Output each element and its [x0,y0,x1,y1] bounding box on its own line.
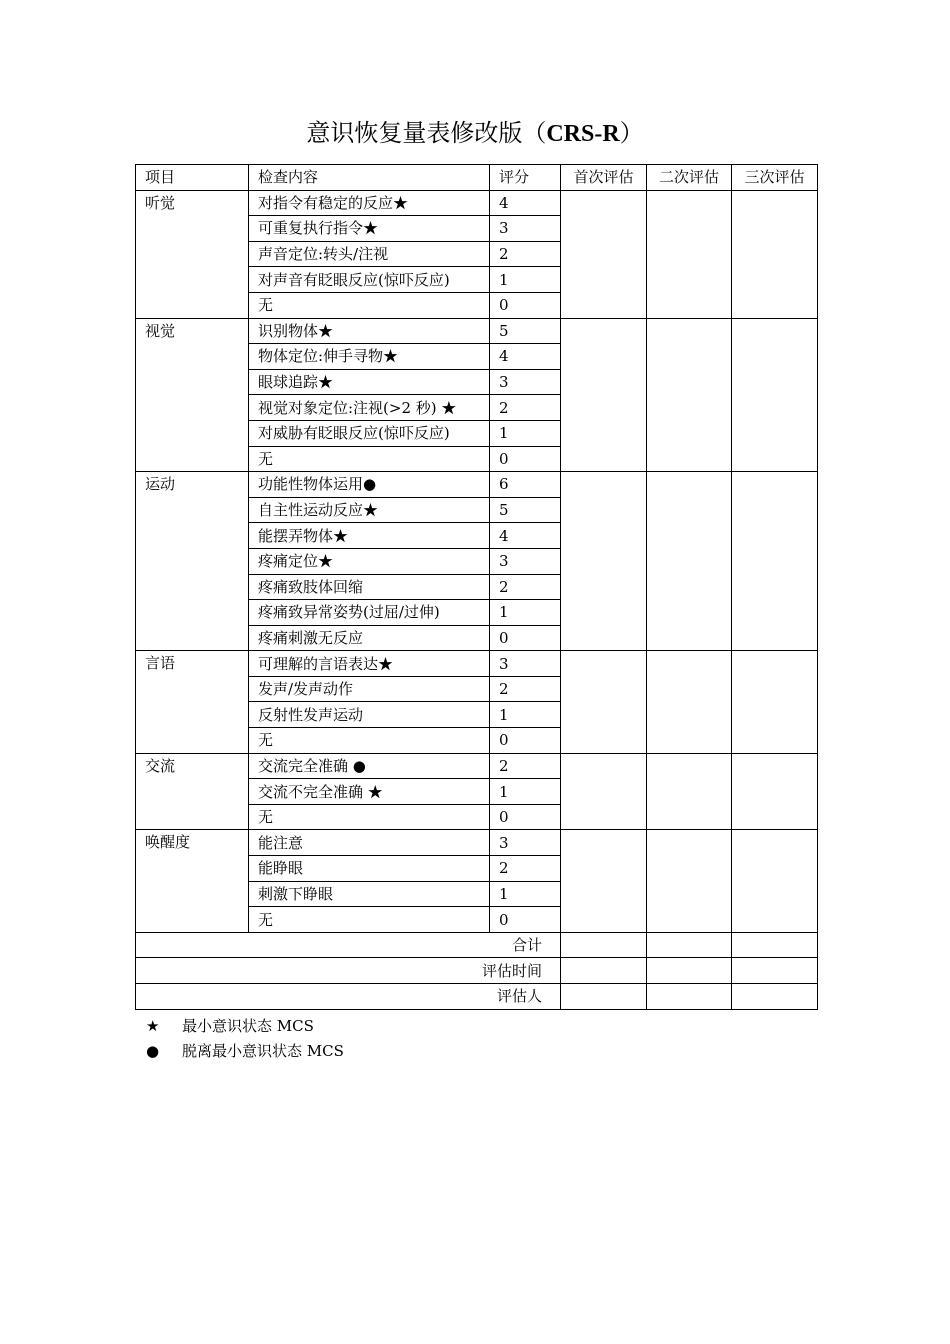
score-cell: 2 [490,395,561,421]
content-cell: 发声/发声动作 [249,676,490,702]
content-cell: 视觉对象定位:注视(>2 秒) ★ [249,395,490,421]
header-item: 项目 [136,165,249,191]
content-cell: 对指令有稳定的反应★ [249,190,490,216]
second-eval-cell[interactable] [647,830,732,932]
content-cell: 物体定位:伸手寻物★ [249,344,490,370]
content-cell: 可理解的言语表达★ [249,651,490,677]
time-label: 评估时间 [136,958,561,984]
first-eval-cell[interactable] [561,651,647,753]
category-cell: 运动 [136,472,249,651]
score-cell: 1 [490,267,561,293]
total-label: 合计 [136,932,561,958]
title-close: ） [619,119,644,147]
category-cell: 听觉 [136,190,249,318]
score-cell: 2 [490,574,561,600]
score-cell: 3 [490,830,561,856]
content-cell: 无 [249,804,490,830]
time-second-eval-cell[interactable] [647,958,732,984]
content-cell: 声音定位:转头/注视 [249,241,490,267]
content-cell: 自主性运动反应★ [249,497,490,523]
content-cell: 疼痛定位★ [249,548,490,574]
content-cell: 无 [249,728,490,754]
category-cell: 唤醒度 [136,830,249,932]
third-eval-cell[interactable] [732,472,818,651]
table-row [136,318,818,344]
score-cell: 5 [490,497,561,523]
content-cell: 无 [249,907,490,933]
legend-circle-text: 脱离最小意识状态 MCS [182,1042,344,1060]
header-third-eval: 三次评估 [732,165,818,191]
content-cell: 眼球追踪★ [249,369,490,395]
score-cell: 0 [490,907,561,933]
second-eval-cell[interactable] [647,753,732,830]
table-row [136,190,818,216]
content-cell: 对声音有眨眼反应(惊吓反应) [249,267,490,293]
category-cell: 言语 [136,651,249,753]
third-eval-cell[interactable] [732,651,818,753]
second-eval-cell[interactable] [647,190,732,318]
score-cell: 3 [490,216,561,242]
table-row [136,472,818,498]
score-cell: 0 [490,446,561,472]
score-cell: 3 [490,548,561,574]
score-cell: 2 [490,753,561,779]
star-icon: ★ [146,1017,160,1035]
second-eval-cell[interactable] [647,472,732,651]
header-score: 评分 [490,165,561,191]
first-eval-cell[interactable] [561,472,647,651]
time-third-eval-cell[interactable] [732,958,818,984]
first-eval-cell[interactable] [561,753,647,830]
third-eval-cell[interactable] [732,830,818,932]
content-cell: 无 [249,446,490,472]
score-cell: 5 [490,318,561,344]
content-cell: 疼痛刺激无反应 [249,625,490,651]
score-cell: 2 [490,676,561,702]
content-cell: 疼痛致异常姿势(过屈/过伸) [249,600,490,626]
assessor-first-eval-cell[interactable] [561,984,647,1010]
legend-circle [146,1041,344,1061]
total-row [136,932,818,958]
assessor-second-eval-cell[interactable] [647,984,732,1010]
score-cell: 4 [490,190,561,216]
title-code: CRS-R [546,121,620,147]
second-eval-cell[interactable] [647,651,732,753]
third-eval-cell[interactable] [732,190,818,318]
content-cell: 对威胁有眨眼反应(惊吓反应) [249,420,490,446]
content-cell: 能注意 [249,830,490,856]
score-cell: 2 [490,856,561,882]
time-first-eval-cell[interactable] [561,958,647,984]
circle-icon: ● [146,1042,160,1060]
total-first-eval-cell[interactable] [561,932,647,958]
score-cell: 3 [490,369,561,395]
first-eval-cell[interactable] [561,318,647,472]
category-cell: 视觉 [136,318,249,472]
content-cell: 反射性发声运动 [249,702,490,728]
content-cell: 交流不完全准确 ★ [249,779,490,805]
crs-r-table [135,164,818,1010]
category-cell: 交流 [136,753,249,830]
content-cell: 疼痛致肢体回缩 [249,574,490,600]
content-cell: 能摆弄物体★ [249,523,490,549]
table-row [136,830,818,856]
total-third-eval-cell[interactable] [732,932,818,958]
legend-star [146,1016,314,1036]
third-eval-cell[interactable] [732,753,818,830]
score-cell: 6 [490,472,561,498]
total-second-eval-cell[interactable] [647,932,732,958]
score-cell: 0 [490,625,561,651]
header-second-eval: 二次评估 [647,165,732,191]
time-row [136,958,818,984]
content-cell: 可重复执行指令★ [249,216,490,242]
score-cell: 1 [490,881,561,907]
score-cell: 3 [490,651,561,677]
content-cell: 刺激下睁眼 [249,881,490,907]
second-eval-cell[interactable] [647,318,732,472]
assessor-row [136,984,818,1010]
score-cell: 1 [490,702,561,728]
score-cell: 1 [490,420,561,446]
content-cell: 功能性物体运用● [249,472,490,498]
header-content: 检查内容 [249,165,490,191]
content-cell: 识别物体★ [249,318,490,344]
content-cell: 能睁眼 [249,856,490,882]
score-cell: 1 [490,600,561,626]
table-row [136,753,818,779]
content-cell: 交流完全准确 ● [249,753,490,779]
table-body [136,190,818,932]
assessor-label: 评估人 [136,984,561,1010]
first-eval-cell[interactable] [561,190,647,318]
score-cell: 4 [490,344,561,370]
content-cell: 无 [249,292,490,318]
assessor-third-eval-cell[interactable] [732,984,818,1010]
title-text: 意识恢复量表修改版（ [306,119,547,147]
legend-star-text: 最小意识状态 MCS [182,1017,314,1035]
first-eval-cell[interactable] [561,830,647,932]
header-first-eval: 首次评估 [561,165,647,191]
score-cell: 0 [490,804,561,830]
score-cell: 4 [490,523,561,549]
score-cell: 1 [490,779,561,805]
score-cell: 2 [490,241,561,267]
score-cell: 0 [490,728,561,754]
score-cell: 0 [490,292,561,318]
header-row [136,165,818,191]
page-title [0,116,950,151]
table-row [136,651,818,677]
third-eval-cell[interactable] [732,318,818,472]
